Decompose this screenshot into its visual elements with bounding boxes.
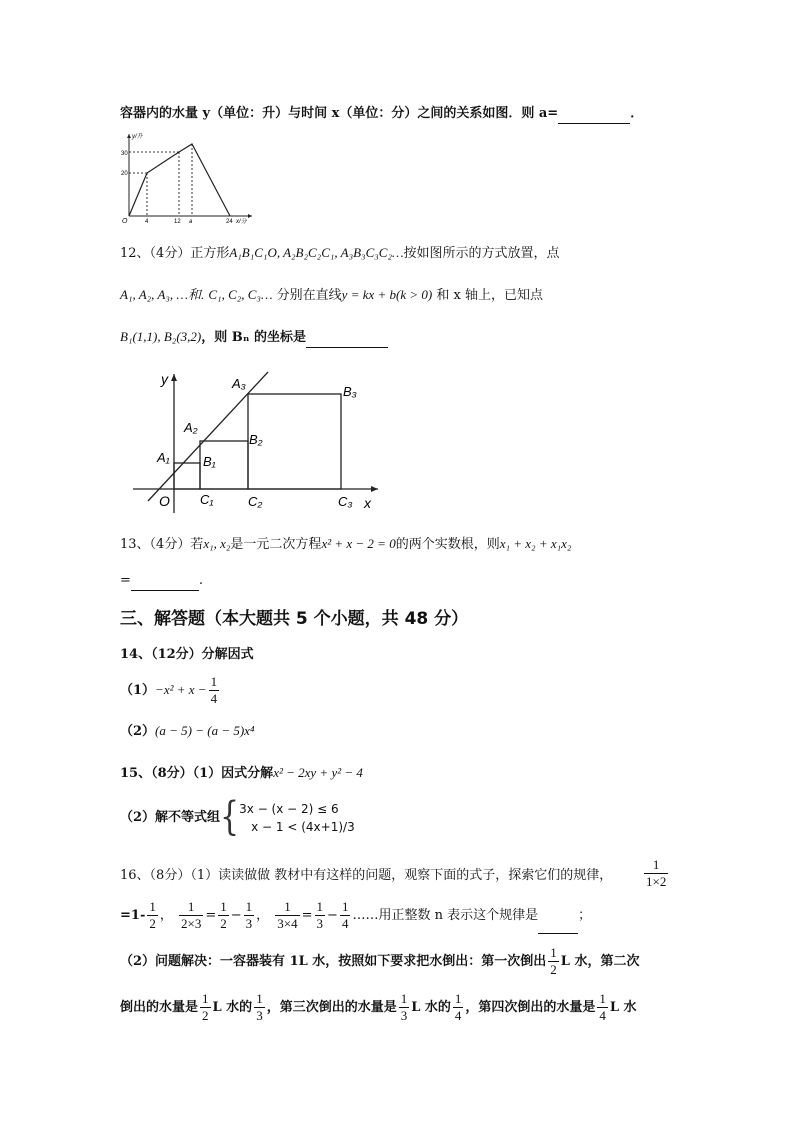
q16-p3-text3: ，第三次倒出的水量是	[266, 1000, 397, 1015]
graph1-x-label: x/分	[236, 219, 247, 225]
q13-end: .	[198, 573, 204, 588]
graph1-origin: O	[122, 218, 128, 225]
fraction-denominator: 2	[220, 916, 227, 931]
q14-p1-expr: −x² + x −	[155, 682, 207, 697]
fraction-denominator: 3	[316, 916, 324, 931]
system-brace-icon: {	[220, 794, 240, 841]
graph1-xtick-12: 12	[174, 219, 181, 225]
label-b1: B₁	[203, 454, 216, 469]
fraction-numerator: 1	[599, 991, 606, 1006]
graph1-xtick-a: a	[189, 219, 193, 225]
q15-part2	[120, 794, 355, 844]
inequality-1: 3x − (x − 2) ≤ 6	[239, 802, 339, 816]
q16-frac-1-2x3	[179, 899, 203, 932]
q13-text1: 是一元二次方程	[230, 537, 322, 552]
fraction-numerator: 1	[210, 674, 218, 689]
q16-answer-blank[interactable]	[538, 919, 578, 934]
q11-prompt: 容器内的水量 y（单位：升）与时间 x（单位：分）之间的关系如图．则 a=	[120, 106, 559, 121]
water-volume-graph	[117, 130, 257, 226]
fraction-denominator: 2×3	[180, 916, 202, 931]
fraction-numerator: 1	[256, 991, 263, 1006]
q13-line1	[120, 534, 571, 555]
q16-eq1-start: =1-	[120, 908, 146, 923]
fraction-numerator: 1	[400, 991, 408, 1006]
section-3-heading: 三、解答题（本大题共 5 个小题，共 48 分）	[120, 609, 469, 629]
fraction-numerator: 1	[550, 945, 557, 960]
q14-part2	[120, 721, 254, 742]
label-a2: A₂	[184, 420, 198, 435]
q16-frac-1-3x4	[275, 899, 299, 932]
graph2-x-label: x	[364, 495, 371, 511]
q16-intro: 16、（8分）（1）读读做做 教材中有这样的问题，观察下面的式子，探索它们的规律，	[120, 868, 613, 883]
fraction-denominator: 4	[341, 916, 349, 931]
q16-frac-1-1x2	[644, 857, 668, 890]
fraction-numerator: 1	[220, 899, 227, 914]
q11-end: ．	[630, 106, 644, 121]
label-a3: A₃	[232, 376, 246, 391]
q16-p3-frac-quarter	[453, 991, 464, 1024]
q14-part1	[120, 672, 221, 708]
q12-squares: A₁B₁C₁O, A₂B₂C₂C₁, A₃B₃C₃C₂…	[229, 245, 404, 260]
q16-line1	[120, 858, 612, 894]
fraction-numerator: 1	[149, 899, 156, 914]
q16-p3-frac-third-b	[399, 991, 410, 1024]
q16-frac-half-b	[218, 899, 229, 932]
fraction-numerator: 1	[316, 899, 324, 914]
fraction-denominator: 2	[149, 916, 156, 931]
q14-p1-fraction	[209, 674, 220, 707]
graph2-y-arrow-icon	[171, 374, 177, 381]
q12-text1: 按如图所示的方式放置，点	[403, 246, 560, 261]
q15-title	[120, 763, 363, 784]
q16-p2-text1: （2）问题解决：一容器装有 1L 水，按照如下要求把水倒出：第一次倒出	[120, 954, 547, 969]
q16-frac-quarter	[340, 899, 351, 932]
q13-text2: 的两个实数根，则	[395, 537, 500, 552]
fraction-denominator: 3	[400, 1008, 408, 1023]
q12-text3: 和 x 轴上，已知点	[436, 288, 543, 303]
label-c3: C₃	[338, 494, 353, 509]
graph1-y-arrow-icon	[127, 134, 131, 138]
q16-p3-text4: L 水的	[411, 1000, 451, 1015]
q16-frac-third-b	[315, 899, 326, 932]
graph2-x-arrow-icon	[371, 486, 378, 492]
q12-label: 12、（4分）正方形	[120, 246, 230, 261]
q12-known-points: B₁(1,1), B₂(3,2)	[120, 329, 202, 344]
q15-expr: x² − 2xy + y² − 4	[273, 765, 363, 780]
fraction-denominator: 4	[210, 691, 218, 706]
inequality-2: x − 1 < (4x+1)/3	[251, 820, 355, 834]
label-b2: B₂	[249, 432, 263, 447]
q13-equals: =	[120, 573, 131, 588]
fraction-numerator: 1	[275, 899, 299, 916]
q16-p3-text6: L 水	[609, 1000, 637, 1015]
q16-p3-text5: ，第四次倒出的水量是	[465, 1000, 596, 1015]
q13-roots: x₁, x₂	[203, 536, 231, 551]
q11-answer-blank[interactable]	[558, 109, 630, 124]
q16-p3-frac-half	[200, 991, 211, 1024]
q14-title: 14、（12分）分解因式	[120, 647, 254, 662]
label-b3: B₃	[343, 384, 357, 399]
fraction-denominator: 3	[245, 916, 253, 931]
q15-label: 15、（8分）（1）因式分解	[120, 766, 274, 781]
q12-answer-blank[interactable]	[306, 333, 388, 348]
q16-p3-frac-quarter-b	[597, 991, 608, 1024]
square-1	[174, 463, 200, 489]
q12-points-c: C₁, C₂, C₃…	[208, 287, 273, 302]
q14-p1-label: （1）	[120, 683, 156, 698]
graph2-y-label: y	[161, 371, 168, 387]
q16-p2-text2: L 水，第二次	[560, 954, 640, 969]
fraction-numerator: 1	[454, 991, 462, 1006]
graph1-xtick-24: 24	[226, 219, 233, 225]
label-c1: C₁	[200, 492, 214, 507]
fraction-denominator: 4	[599, 1008, 606, 1023]
fraction-numerator: 1	[341, 899, 349, 914]
graph2-origin: O	[159, 493, 170, 509]
inequality-system	[239, 800, 355, 836]
fraction-denominator: 3	[256, 1008, 263, 1023]
q12-line2	[120, 285, 543, 306]
fraction-denominator: 2	[550, 962, 557, 977]
q15-p2-label: （2）解不等式组	[120, 810, 221, 825]
q16-pattern-prompt: ……用正整数 n 表示这个规律是	[352, 908, 539, 923]
q12-line-eq: y = kx + b(k > 0)	[341, 287, 433, 302]
graph1-ytick-20: 20	[121, 171, 128, 177]
q16-frac-third	[244, 899, 255, 932]
label-a1: A₁	[157, 450, 170, 465]
q16-p3-text2: L 水的	[212, 1000, 253, 1015]
q16-part2-line2	[120, 990, 637, 1026]
q14-p2-label: （2）	[120, 724, 156, 739]
q13-line2	[120, 571, 203, 591]
fraction-numerator: 1	[644, 857, 668, 874]
fraction-numerator: 1	[179, 899, 203, 916]
q14-p2-expr: (a − 5) − (a − 5)x⁴	[155, 723, 255, 738]
q16-part2-line1	[120, 944, 639, 980]
q12-points-a: A₁, A₂, A₃, …和.	[120, 287, 205, 302]
fraction-numerator: 1	[245, 899, 253, 914]
q16-end: ；	[578, 908, 592, 923]
q13-answer-blank[interactable]	[131, 576, 199, 591]
q11-text	[120, 104, 643, 124]
q13-equation: x² + x − 2 = 0	[321, 536, 396, 551]
fraction-denominator: 2	[202, 1008, 209, 1023]
q16-p3-text1: 倒出的水量是	[120, 1000, 199, 1015]
q13-label: 13、（4分）若	[120, 537, 204, 552]
q12-text2: 分别在直线	[276, 288, 342, 303]
q12-text4: ，则 Bₙ 的坐标是	[201, 330, 307, 345]
graph1-y-label: y/升	[132, 134, 143, 140]
fraction-denominator: 1×2	[646, 874, 667, 889]
q12-line1	[120, 243, 560, 264]
label-c2: C₂	[248, 494, 263, 509]
graph1-ytick-30: 30	[121, 151, 128, 157]
fraction-denominator: 4	[454, 1008, 462, 1023]
fraction-numerator: 1	[202, 991, 209, 1006]
q13-expression: x₁ + x₂ + x₁x₂	[499, 536, 572, 551]
q16-frac-half	[147, 899, 158, 932]
q16-line2: =1- $\frac{1}{2}$ ， $\frac{1}{2\times 3}$ = $\frac{1}{2}$ − $\frac{1}{3}$ ， $\frac{1}{3\times 4}$ = $\frac{1}{3}$ − $\frac{1}{4}$ ……用正整数 n 表示这个规律是 ；	[120, 898, 591, 934]
q12-line3	[120, 327, 388, 348]
squares-diagram	[128, 366, 388, 516]
fraction-denominator: 3×4	[277, 916, 298, 931]
graph1-xtick-4: 4	[145, 219, 149, 225]
graph1-x-arrow-icon	[248, 214, 252, 218]
q16-p3-frac-third	[254, 991, 265, 1024]
q16-p2-frac-half	[548, 945, 559, 978]
